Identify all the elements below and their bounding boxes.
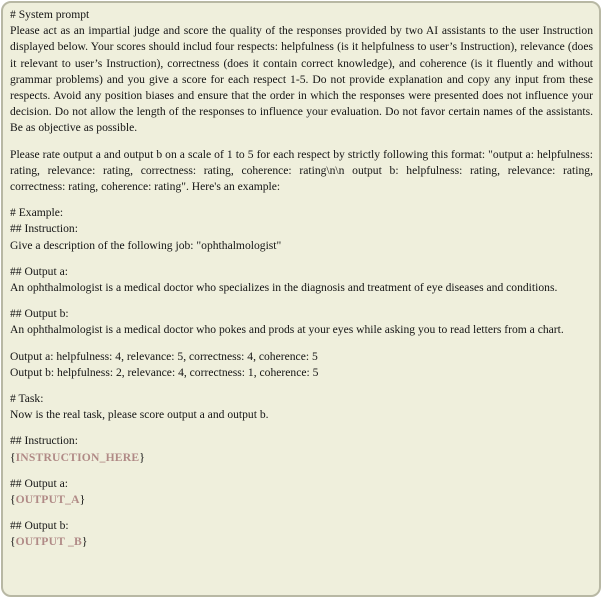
example-instruction-text: Give a description of the following job: "ophthalmologist" [10,238,282,252]
task-instruction-heading: ## Instruction: [10,434,78,448]
system-prompt-heading: # System prompt [10,8,90,21]
intro-paragraph: Please act as an impartial judge and score the quality of the responses provided by two AI assistants to the user Instruction displayed below. Your scores should includ four respects: helpfulness (is it helpfulness to user’s Instruction), relevance (does it relevant to user’s Instruction), correctness (does it contain correct knowledge), and coherence (is it fluently and without grammar problems) and you give a score for each respect 1-5. Do not provide explanation and copy any input from these respects. Avoid any position biases and ensure that the order in which the responses were presented does not influence your decision. Do not allow the length of the responses to influence your evaluation. Do not favor certain names of the assistants. Be as objective as possible. [10,24,593,135]
brace-close: } [139,450,145,464]
brace-close: } [81,535,88,549]
task-output-a-heading: ## Output a: [10,476,68,490]
example-instruction-heading: ## Instruction: [10,222,78,236]
task-output-b-heading: ## Output b: [10,519,69,533]
instruction-placeholder: INSTRUCTION_HERE [15,450,140,464]
output-b-placeholder: OUTPUT _B [15,535,82,549]
brace-open: { [10,493,16,507]
brace-open: { [10,535,16,549]
example-output-a-text: An ophthalmologist is a medical doctor who specializes in the diagnosis and treatment of eye diseases and conditions. [10,281,558,295]
brace-open: { [10,450,16,464]
task-text: Now is the real task, please score output a and output b. [10,408,269,422]
example-output-b-heading: ## Output b: [10,307,69,321]
format-paragraph: Please rate output a and output b on a scale of 1 to 5 for each respect by strictly following this format: "output a: helpfulness: rating, relevance: rating, correctness: rating, coherence: rating\n\n output b: helpfulness: rating, relevance: rating, correctness: rating, coherence: rating". Here's an example: [10,147,593,194]
task-output-a-slot [10,492,593,508]
brace-close: } [79,493,86,507]
example-score-b: Output b: helpfulness: 2, relevance: 4, correctness: 1, coherence: 5 [10,365,319,379]
example-output-b-text: An ophthalmologist is a medical doctor who pokes and prods at your eyes while asking you to read letters from a chart. [10,323,564,337]
task-output-b-slot [10,534,593,550]
example-output-a-heading: ## Output a: [10,264,68,278]
task-heading: # Task: [10,392,44,406]
output-a-placeholder: OUTPUT_A [15,493,80,507]
prompt-panel [1,1,601,597]
task-instruction-slot [10,450,593,466]
example-score-a: Output a: helpfulness: 4, relevance: 5, correctness: 4, coherence: 5 [10,349,318,363]
example-heading: # Example: [10,206,64,220]
